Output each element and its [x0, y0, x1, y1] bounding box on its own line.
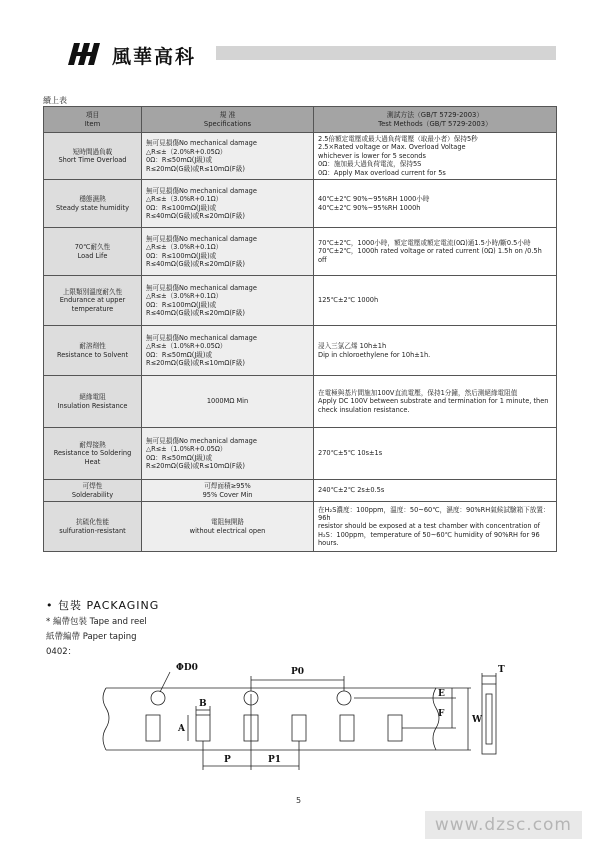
label-b: B	[199, 699, 207, 709]
table-header-cell	[314, 107, 557, 133]
label-p0: P0	[291, 667, 305, 677]
item-cell	[44, 326, 142, 376]
spec-cell: 無可見損傷No mechanical damage △R≤±（1.0%R+0.05Ω） 0Ω：R≤50mΩ(J級)或 R≤20mΩ(G級)或R≤10mΩ(F級)	[142, 326, 314, 376]
table-row	[44, 276, 557, 326]
item-en: Resistance to Soldering Heat	[53, 449, 132, 466]
item-en: sulfuration-resistant	[59, 526, 126, 535]
packaging-title: • 包裝 PACKAGING	[46, 599, 160, 612]
label-e: E	[438, 689, 445, 699]
test-method-cell: 240℃±2℃ 2s±0.5s	[314, 480, 557, 502]
item-zh: 70℃耐久性	[74, 243, 111, 252]
table-row	[44, 428, 557, 480]
item-en: Load Life	[77, 251, 108, 260]
packaging-line-paper: 紙帶編帶 Paper taping	[46, 632, 137, 642]
item-zh: 絕緣電阻	[79, 393, 106, 402]
label-p1: P1	[268, 755, 282, 765]
test-method-cell: 125℃±2℃ 1000h	[314, 276, 557, 326]
test-method-cell: 40℃±2℃ 90%~95%RH 1000小時 40℃±2℃ 90%~95%RH 1000h	[314, 180, 557, 228]
label-a: A	[178, 724, 185, 734]
item-zh: 抗硫化性能	[76, 518, 109, 527]
test-method-cell: 270℃±5℃ 10s±1s	[314, 428, 557, 480]
spec-cell: 無可見損傷No mechanical damage △R≤±（3.0%R+0.1Ω） 0Ω：R≤100mΩ(J級)或 R≤40mΩ(G級)或R≤20mΩ(F級)	[142, 228, 314, 276]
header-zh: 測試方法（GB/T 5729-2003）	[386, 110, 484, 119]
item-cell	[44, 502, 142, 552]
company-logo-icon	[66, 43, 106, 65]
table-row	[44, 228, 557, 276]
spec-cell: 可焊面積≥95% 95% Cover Min	[142, 480, 314, 502]
brand-name: 風華高科	[112, 46, 197, 68]
test-method-cell: 在電極與基片間施加100V直流電壓，保持1分鐘，然后測絕緣電阻值 Apply DC 100V between substrate and termination for 1 minute, then check insulation resistance.	[314, 376, 557, 428]
spec-cell: 1000MΩ Min	[142, 376, 314, 428]
table-row	[44, 180, 557, 228]
header-bar	[216, 46, 556, 60]
spec-cell: 電阻無開路 without electrical open	[142, 502, 314, 552]
table-row	[44, 326, 557, 376]
header-en: Specifications	[203, 119, 252, 128]
table-row	[44, 502, 557, 552]
item-en: Insulation Resistance	[57, 401, 128, 410]
label-t: T	[498, 665, 505, 675]
label-f: F	[438, 709, 445, 719]
item-en: Steady state humidity	[56, 203, 129, 212]
test-method-cell: 70℃±2℃，1000小時，額定電壓或額定電流(0Ω)通1.5小時/斷0.5小時 70℃±2℃，1000h rated voltage or rated current (0Ω) 1.5h on /0.5h off	[314, 228, 557, 276]
label-w: W	[472, 715, 483, 725]
header-en: Test Methods（GB/T 5729-2003）	[378, 119, 492, 128]
item-en: Resistance to Solvent	[56, 350, 129, 359]
spec-cell: 無可見損傷No mechanical damage △R≤±（3.0%R+0.1Ω） 0Ω：R≤100mΩ(J級)或 R≤40mΩ(G級)或R≤20mΩ(F級)	[142, 180, 314, 228]
label-p: P	[224, 755, 231, 765]
item-cell	[44, 480, 142, 502]
page-number: 5	[296, 796, 302, 805]
spec-table	[43, 106, 557, 552]
table-row	[44, 480, 557, 502]
table-header-cell	[142, 107, 314, 133]
table-row	[44, 376, 557, 428]
table-title: 續上表	[43, 96, 67, 105]
header-zh: 規 准	[219, 110, 236, 119]
label-d0: ΦD0	[176, 663, 198, 673]
packaging-line-tape: * 編帶包裝 Tape and reel	[46, 617, 147, 627]
item-zh: 短時間過負載	[72, 147, 113, 156]
spec-cell: 無可見損傷No mechanical damage △R≤±（3.0%R+0.1Ω） 0Ω：R≤100mΩ(J級)或 R≤40mΩ(G級)或R≤20mΩ(F級)	[142, 276, 314, 326]
item-zh: 耐焊接熱	[79, 441, 106, 450]
table-header-row	[44, 107, 557, 133]
test-method-cell: 浸入三氯乙烯 10h±1h Dip in chloroethylene for 10h±1h.	[314, 326, 557, 376]
header-en: Item	[84, 119, 101, 128]
item-zh: 耐溶劑性	[79, 342, 106, 351]
item-en: Short Time Overload	[58, 156, 127, 165]
tape-diagram	[96, 658, 526, 783]
table-row	[44, 133, 557, 180]
item-en: Solderability	[71, 490, 114, 499]
item-cell	[44, 180, 142, 228]
test-method-cell: 2.5倍額定電壓或最大過負荷電壓（取最小者）保持5秒 2.5×Rated voltage or Max. Overload Voltage whichever is lower for 5 seconds 0Ω：施加最大過負荷電流，保持5S 0Ω：Apply Max overload current for 5s	[314, 133, 557, 180]
item-zh: 可焊性	[82, 482, 103, 491]
table-header-cell	[44, 107, 142, 133]
test-method-cell: 在H₂S濃度：100ppm，溫度：50~60℃，濕度：90%RH氣候試驗箱下放置：96h resistor should be exposed at a test chamber with concentration of H₂S：100ppm，temperature of 50~60℃ humidity of 90%RH for 96 hours.	[314, 502, 557, 552]
item-zh: 穩態濕熱	[79, 195, 106, 204]
item-cell	[44, 428, 142, 480]
page-header	[66, 40, 556, 66]
header-zh: 項目	[85, 110, 100, 119]
item-zh: 上限類別溫度耐久性	[62, 288, 123, 297]
packaging-line-size: 0402：	[46, 647, 77, 657]
item-cell	[44, 276, 142, 326]
watermark: www.dzsc.com	[425, 811, 582, 839]
spec-cell: 無可見損傷No mechanical damage △R≤±（1.0%R+0.05Ω） 0Ω：R≤50mΩ(J級)或 R≤20mΩ(G級)或R≤10mΩ(F級)	[142, 428, 314, 480]
item-cell	[44, 228, 142, 276]
spec-cell: 無可見損傷No mechanical damage △R≤±（2.0%R+0.05Ω） 0Ω：R≤50mΩ(J級)或 R≤20mΩ(G級)或R≤10mΩ(F級)	[142, 133, 314, 180]
item-cell	[44, 376, 142, 428]
item-en: Endurance at upper temperature	[59, 296, 126, 313]
item-cell	[44, 133, 142, 180]
